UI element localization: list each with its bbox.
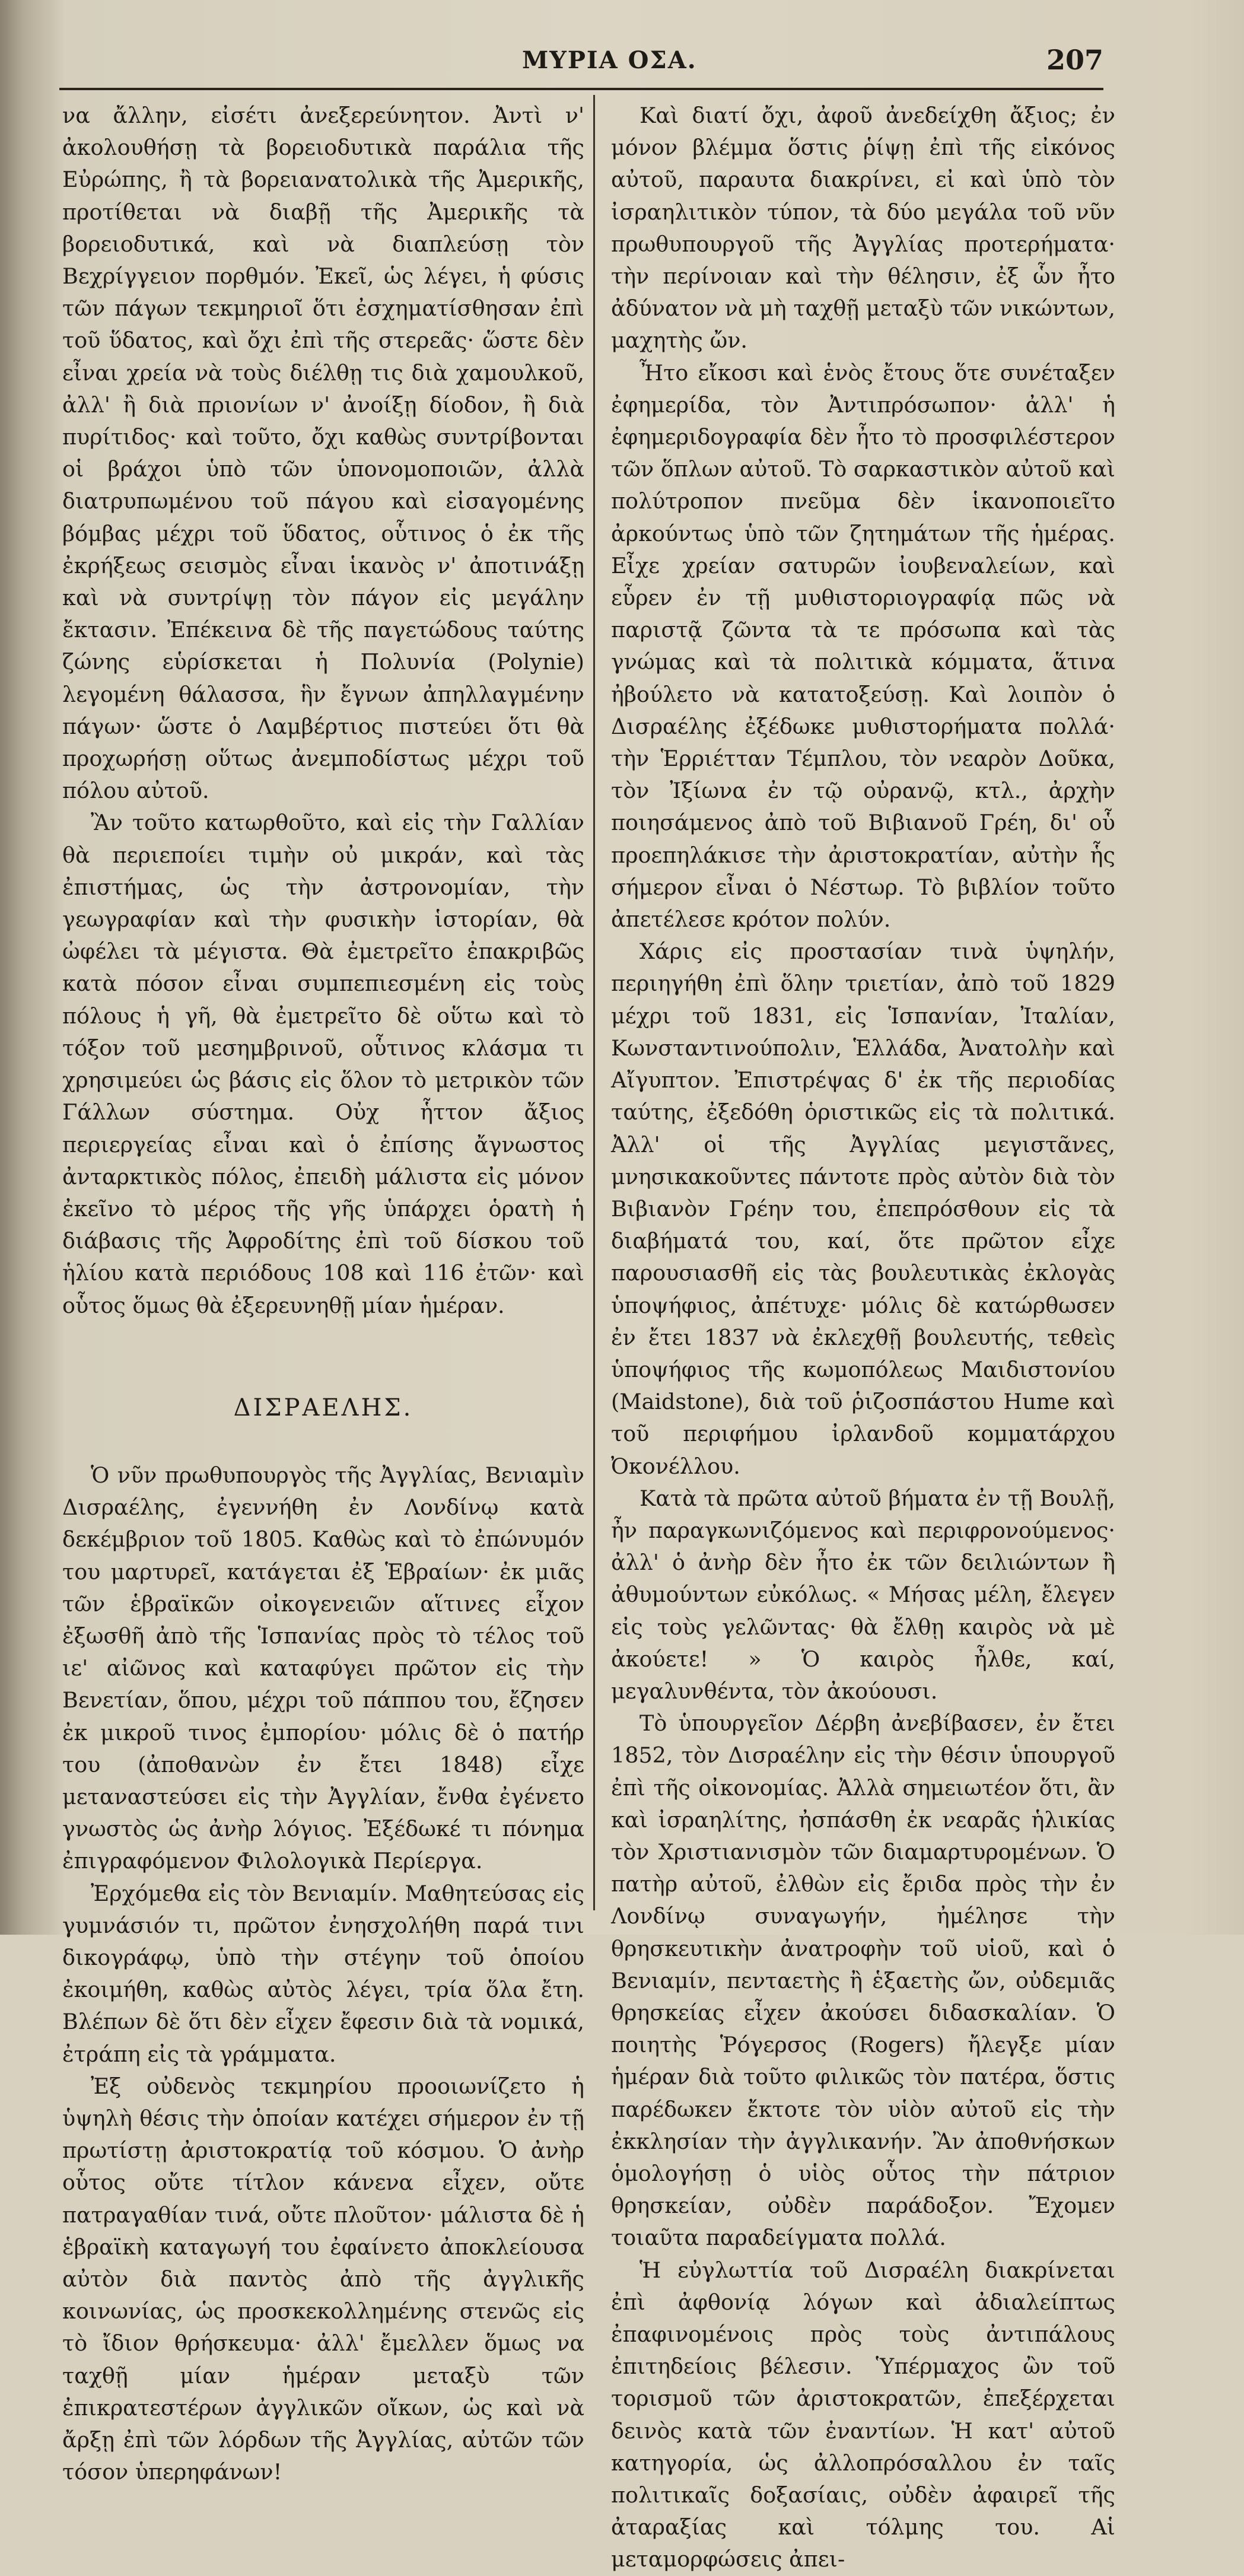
running-title: ΜΥΡΙΑ ΟΣΑ. [522, 46, 697, 74]
page-header [71, 42, 1103, 83]
paragraph: Χάρις εἰς προστασίαν τινὰ ὑψηλήν, περιηγήθη ἐπὶ ὅλην τριετίαν, ἀπὸ τοῦ 1829 μέχρι τοῦ 1831, εἰς Ἱσπανίαν, Ἰταλίαν, Κωνσταντινούπολιν, Ἑλλάδα, Ἀνατολὴν καὶ Αἴγυπτον. Ἐπιστρέψας δ' ἐκ τῆς περιοδίας ταύτης, ἐξεδόθη ὁριστικῶς εἰς τὰ πολιτικά. Ἀλλ' οἱ τῆς Ἀγγλίας μεγιστᾶνες, μνησικακοῦντες πάντοτε πρὸς αὐτὸν διὰ τὸν Βιβιανὸν Γρέην του, ἐπεπρόσθουν εἰς τὰ διαβήματά του, καί, ὅτε πρῶτον εἶχε παρουσιασθῆ εἰς τὰς βουλευτικὰς ἐκλογὰς ὑποψήφιος, ἀπέτυχε· μόλις δὲ κατώρθωσεν ἐν ἔτει 1837 νὰ ἐκλεχθῇ βουλευτής, τεθεὶς ὑποψήφιος τῆς κωμοπόλεως Μαιδιστονίου (Maidstone), διὰ τοῦ ῥιζοσπάστου Hume καὶ τοῦ περιφήμου ἰρλανδοῦ κομματάρχου Ὀκονέλλου. [611, 939, 1115, 1479]
header-rule [59, 88, 1103, 90]
paragraph: Ἐρχόμεθα εἰς τὸν Βενιαμίν. Μαθητεύσας εἰς γυμνάσιόν τι, πρῶτον ἐνησχολήθη παρά τινι δικογράφῳ, ὑπὸ τὴν στέγην τοῦ ὁποίου ἐκοιμήθη, καθὼς αὐτὸς λέγει, τρία ὅλα ἔτη. Βλέπων δὲ ὅτι δὲν εἶχεν ἔφεσιν διὰ τὰ νομικά, ἐτράπη εἰς τὰ γράμματα. [62, 1880, 584, 2067]
paragraph: να ἄλλην, εἰσέτι ἀνεξερεύνητον. Ἀντὶ ν' ἀκολουθήσῃ τὰ βορειοδυτικὰ παράλια τῆς Εὐρώπης, ἢ τὰ βορειανατολικὰ τῆς Ἀμερικῆς, προτίθεται νὰ διαβῇ τῆς Ἀμερικῆς τὰ βορειοδυτικά, καὶ νὰ διαπλεύσῃ τὸν Βεχρίγγειον πορθμόν. Ἐκεῖ, ὡς λέγει, ἡ φύσις τῶν πάγων τεκμηριοῖ ὅτι ἐσχηματίσθησαν ἐπὶ τοῦ ὕδατος, καὶ ὄχι ἐπὶ τῆς στερεᾶς· ὥστε δὲν εἶναι χρεία νὰ τοὺς διέλθῃ τις διὰ χαμουλκοῦ, ἀλλ' ἢ διὰ πριονίων ν' ἀνοίξῃ δίοδον, ἢ διὰ πυρίτιδος· καὶ τοῦτο, ὄχι καθὼς συντρίβονται οἱ βράχοι ὑπὸ τῶν ὑπονομοποιῶν, ἀλλὰ διατρυπωμένου τοῦ πάγου καὶ εἰσαγομένης βόμβας μέχρι τοῦ ὕδατος, οὗτινος ὁ ἐκ τῆς ἐκρήξεως σεισμὸς εἶναι ἱκανὸς ν' ἀποτινάξῃ καὶ νὰ συντρίψῃ τὸν πάγον εἰς μεγάλην ἔκτασιν. Ἐπέκεινα δὲ τῆς παγετώδους ταύτης ζώνης εὑρίσκεται ἡ Πολυνία (Polynie) λεγομένη θάλασσα, ἣν ἔγνων ἀπηλλαγμένην πάγων· ὥστε ὁ Λαμβέρτιος πιστεύει ὅτι θὰ προχωρήσῃ οὕτως ἀνεμποδίστως μέχρι τοῦ πόλου αὐτοῦ. [62, 103, 584, 804]
column-divider [593, 95, 595, 1910]
right-column [611, 100, 1115, 2576]
paragraph: Τὸ ὑπουργεῖον Δέρβη ἀνεβίβασεν, ἐν ἔτει 1852, τὸν Δισραέλην εἰς τὴν θέσιν ὑπουργοῦ ἐπὶ τῆς οἰκονομίας. Ἀλλὰ σημειωτέον ὅτι, ἂν καὶ ἰσραηλίτης, ἠσπάσθη ἐκ νεαρᾶς ἡλικίας τὸν Χριστιανισμὸν τῶν διαμαρτυρομένων. Ὁ πατὴρ αὐτοῦ, ἐλθὼν εἰς ἔριδα πρὸς τὴν ἐν Λονδίνῳ συναγωγήν, ἠμέλησε τὴν θρησκευτικὴν ἀνατροφὴν τοῦ υἱοῦ, καὶ ὁ Βενιαμίν, πενταετὴς ἢ ἑξαετὴς ὤν, οὐδεμιᾶς θρησκείας εἶχεν ἀκούσει διδασκαλίαν. Ὁ ποιητὴς Ῥόγερσος (Rogers) ἤλεγξε μίαν ἡμέραν διὰ τοῦτο φιλικῶς τὸν πατέρα, ὅστις παρέδωκεν ἔκτοτε τὸν υἱὸν αὐτοῦ εἰς τὴν ἐκκλησίαν τὴν ἀγγλικανήν. Ἂν ἀποθνήσκων ὁμολογήσῃ ὁ υἱὸς οὗτος τὴν πάτριον θρησκείαν, οὐδὲν παράδοξον. Ἔχομεν τοιαῦτα παραδείγματα πολλά. [611, 1710, 1115, 2251]
paragraph: Ἂν τοῦτο κατωρθοῦτο, καὶ εἰς τὴν Γαλλίαν θὰ περιεποίει τιμὴν οὐ μικράν, καὶ τὰς ἐπιστήμας, ὡς τὴν ἀστρονομίαν, τὴν γεωγραφίαν καὶ τὴν φυσικὴν ἱστορίαν, θὰ ὠφέλει τὰ μέγιστα. Θὰ ἐμετρεῖτο ἐπακριβῶς κατὰ πόσον εἶναι συμπεπιεσμένη εἰς τοὺς πόλους ἡ γῆ, θὰ ἐμετρεῖτο δὲ οὕτω καὶ τὸ τόξον τοῦ μεσημβρινοῦ, οὗτινος κλάσμα τι χρησιμεύει ὡς βάσις εἰς ὅλον τὸ μετρικὸν τῶν Γάλλων σύστημα. Οὐχ ἧττον ἄξιος περιεργείας εἶναι καὶ ὁ ἐπίσης ἄγνωστος ἀνταρκτικὸς πόλος, ἐπειδὴ μάλιστα εἰς μόνον ἐκεῖνο τὸ μέρος τῆς γῆς ὑπάρχει ὁρατὴ ἡ διάβασις τῆς Ἀφροδίτης ἐπὶ τοῦ δίσκου τοῦ ἡλίου κατὰ περιόδους 108 καὶ 116 ἐτῶν· καὶ οὗτος ὅμως θὰ ἐξερευνηθῇ μίαν ἡμέραν. [62, 810, 584, 1318]
paragraph: Ὁ νῦν πρωθυπουργὸς τῆς Ἀγγλίας, Βενιαμὶν Δισραέλης, ἐγεννήθη ἐν Λονδίνῳ κατὰ δεκέμβριον τοῦ 1805. Καθὼς καὶ τὸ ἐπώνυμόν του μαρτυρεῖ, κατάγεται ἐξ Ἑβραίων· ἐκ μιᾶς τῶν ἑβραϊκῶν οἰκογενειῶν αἵτινες εἶχον ἐξωσθῆ ἀπὸ τῆς Ἱσπανίας πρὸς τὸ τέλος τοῦ ιε' αἰῶνος καὶ καταφύγει πρῶτον εἰς τὴν Βενετίαν, ὅπου, μέχρι τοῦ πάππου του, ἔζησεν ἐκ μικροῦ τινος ἐμπορίου· μόλις δὲ ὁ πατήρ του (ἀποθανὼν ἐν ἔτει 1848) εἶχε μεταναστεύσει εἰς τὴν Ἀγγλίαν, ἔνθα ἐγένετο γνωστὸς ὡς ἀνὴρ λόγιος. Ἐξέδωκέ τι πόνημα ἐπιγραφόμενον Φιλολογικὰ Περίεργα. [62, 1462, 584, 1874]
paragraph: Ἦτο εἴκοσι καὶ ἑνὸς ἔτους ὅτε συνέταξεν ἐφημερίδα, τὸν Ἀντιπρόσωπον· ἀλλ' ἡ ἐφημεριδογραφία δὲν ἦτο τὸ προσφιλέστερον τῶν ὅπλων αὐτοῦ. Τὸ σαρκαστικὸν αὐτοῦ καὶ πολύτροπον πνεῦμα δὲν ἱκανοποιεῖτο ἀρκούντως ὑπὸ τῶν ζητημάτων τῆς ἡμέρας. Εἶχε χρείαν σατυρῶν ἰουβεναλείων, καὶ εὗρεν ἐν τῇ μυθιστοριογραφίᾳ πῶς νὰ παριστᾷ ζῶντα τὰ τε πρόσωπα καὶ τὰς γνώμας καὶ τὰ πολιτικὰ κόμματα, ἅτινα ἠβούλετο νὰ κατατοξεύσῃ. Καὶ λοιπὸν ὁ Δισραέλης ἐξέδωκε μυθιστορήματα πολλά· τὴν Ἑρριέτταν Τέμπλου, τὸν νεαρὸν Δοῦκα, τὸν Ἰξίωνα ἐν τῷ οὐρανῷ, κτλ., ἀρχὴν ποιησάμενος ἀπὸ τοῦ Βιβιανοῦ Γρέη, δι' οὗ προεπηλάκισε τὴν ἀριστοκρατίαν, αὐτὴν ἧς σήμερον εἶναι ὁ Νέστωρ. Τὸ βιβλίον τοῦτο ἀπετέλεσε κρότον πολύν. [611, 360, 1115, 933]
paragraph: Ἐξ οὐδενὸς τεκμηρίου προοιωνίζετο ἡ ὑψηλὴ θέσις τὴν ὁποίαν κατέχει σήμερον ἐν τῇ πρωτίστῃ ἀριστοκρατίᾳ τοῦ κόσμου. Ὁ ἀνὴρ οὗτος οὔτε τίτλον κάνενα εἶχεν, οὔτε πατραγαθίαν τινά, οὔτε πλοῦτον· μάλιστα δὲ ἡ ἑβραϊκὴ καταγωγή του ἐφαίνετο ἀποκλείουσα αὐτὸν διὰ παντὸς ἀπὸ τῆς ἀγγλικῆς κοινωνίας, ὡς προσκεκολλημένης στενῶς εἰς τὸ ἴδιον θρήσκευμα· ἀλλ' ἔμελλεν ὅμως να ταχθῇ μίαν ἡμέραν μεταξὺ τῶν ἐπικρατεστέρων ἀγγλικῶν οἴκων, ὡς καὶ νὰ ἄρξῃ ἐπὶ τῶν λόρδων τῆς Ἀγγλίας, αὐτῶν τῶν τόσον ὑπερηφάνων! [62, 2073, 584, 2485]
paragraph: Κατὰ τὰ πρῶτα αὐτοῦ βήματα ἐν τῇ Βουλῇ, ἦν παραγκωνιζόμενος καὶ περιφρονούμενος· ἀλλ' ὁ ἀνὴρ δὲν ἦτο ἐκ τῶν δειλιώντων ἢ ἀθυμούντων εὐκόλως. « Μήσας μέλη, ἔλεγεν εἰς τοὺς γελῶντας· θὰ ἔλθῃ καιρὸς νὰ μὲ ἀκούετε! » Ὁ καιρὸς ἦλθε, καί, μεγαλυνθέντα, τὸν ἀκούουσι. [611, 1485, 1115, 1704]
paragraph: Ἡ εὐγλωττία τοῦ Δισραέλη διακρίνεται ἐπὶ ἀφθονίᾳ λόγων καὶ ἀδιαλείπτως ἐπαφινομένοις πρὸς τοὺς ἀντιπάλους ἐπιτηδείοις βέλεσιν. Ὑπέρμαχος ὢν τοῦ τορισμοῦ τῶν ἀριστοκρατῶν, ἐπεξέρχεται δεινὸς κατὰ τῶν ἐναντίων. Ἡ κατ' αὐτοῦ κατηγορία, ὡς ἀλλοπρόσαλλου ἐν ταῖς πολιτικαῖς δοξασίαις, οὐδὲν ἀφαιρεῖ τῆς ἀταραξίας καὶ τόλμης του. Αἱ μεταμορφώσεις ἀπει- [611, 2257, 1115, 2572]
paragraph: Καὶ διατί ὄχι, ἀφοῦ ἀνεδείχθη ἄξιος; ἐν μόνον βλέμμα ὅστις ῥίψῃ ἐπὶ τῆς εἰκόνος αὐτοῦ, παραυτα διακρίνει, εἰ καὶ ὑπὸ τὸν ἰσραηλιτικὸν τύπον, τὰ δύο μεγάλα τοῦ νῦν πρωθυπουργοῦ τῆς Ἀγγλίας προτερήματα· τὴν περίνοιαν καὶ τὴν θέλησιν, ἐξ ὧν ἦτο ἀδύνατον νὰ μὴ ταχθῇ μεταξὺ τῶν νικώντων, μαχητὴς ὤν. [611, 103, 1115, 354]
left-column [62, 100, 584, 2488]
page-number: 207 [1046, 44, 1103, 76]
section-title: ΔΙΣΡΑΕΛΗΣ. [233, 1394, 413, 1421]
